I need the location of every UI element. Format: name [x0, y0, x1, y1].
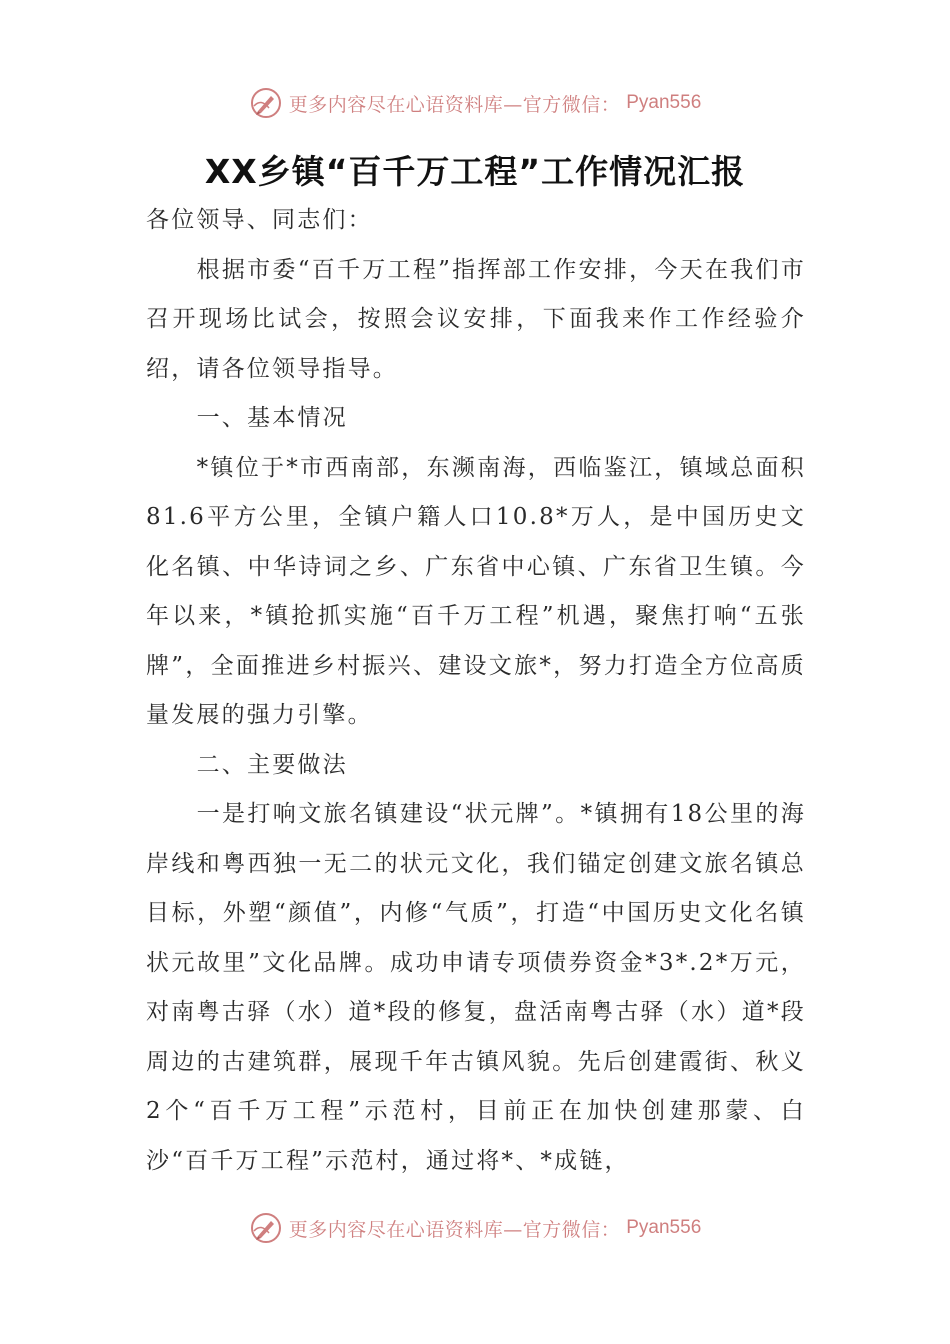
section-heading-practices: 二、主要做法: [196, 751, 348, 778]
section-heading-basic: 一、基本情况: [196, 405, 348, 431]
salutation: 各位领导、同志们：: [146, 207, 373, 233]
paragraph-practice-one: 一是打响文旅名镇建设“状元牌”。*镇拥有18公里的海岸线和粤西独一无二的状元文化，我们锚定创建文旅名镇总目标，外塑“颜值”，内修“气质”，打造“中国历史文化名镇状元故里”文化品牌。成功申请专项债券资金*3*.2*万元，对南粤古驿（水）道*段的修复，盘活南粤古驿（水）道*段周边的古建筑群，展现千年古镇风貌。先后创建霞街、秋义2个“百千万工程”示范村，目前正在加快创建那蒙、白沙“百千万工程”示范村，通过将*、*成链，: [146, 801, 806, 1174]
paragraph-basic-situation: *镇位于*市西南部，东濒南海，西临鉴江，镇域总面积81.6平方公里，全镇户籍人口10.8*万人，是中国历史文化名镇、中华诗词之乡、广东省中心镇、广东省卫生镇。今年以来，*镇抢抓实施“百千万工程”机遇，聚焦打响“五张牌”，全面推进乡村振兴、建设文旅*，努力打造全方位高质量发展的强力引擎。: [146, 454, 806, 728]
watermark-footer: [0, 1208, 950, 1248]
document-body: [146, 196, 806, 1186]
paragraph-intro: 根据市委“百千万工程”指挥部工作安排，今天在我们市召开现场比试会，按照会议安排，下面我来作工作经验介绍，请各位领导指导。: [146, 256, 806, 382]
watermark-text: 更多内容尽在心语资料库—官方微信：: [288, 1218, 621, 1241]
watermark-header: [0, 83, 950, 123]
pen-logo-icon: [249, 1211, 283, 1245]
watermark-handle: Pyan556: [626, 92, 702, 113]
document-title: XX乡镇“百千万工程”工作情况汇报: [204, 152, 746, 191]
watermark-handle: Pyan556: [626, 1217, 702, 1238]
pen-logo-icon: [249, 86, 283, 120]
watermark-text: 更多内容尽在心语资料库—官方微信：: [288, 93, 621, 116]
